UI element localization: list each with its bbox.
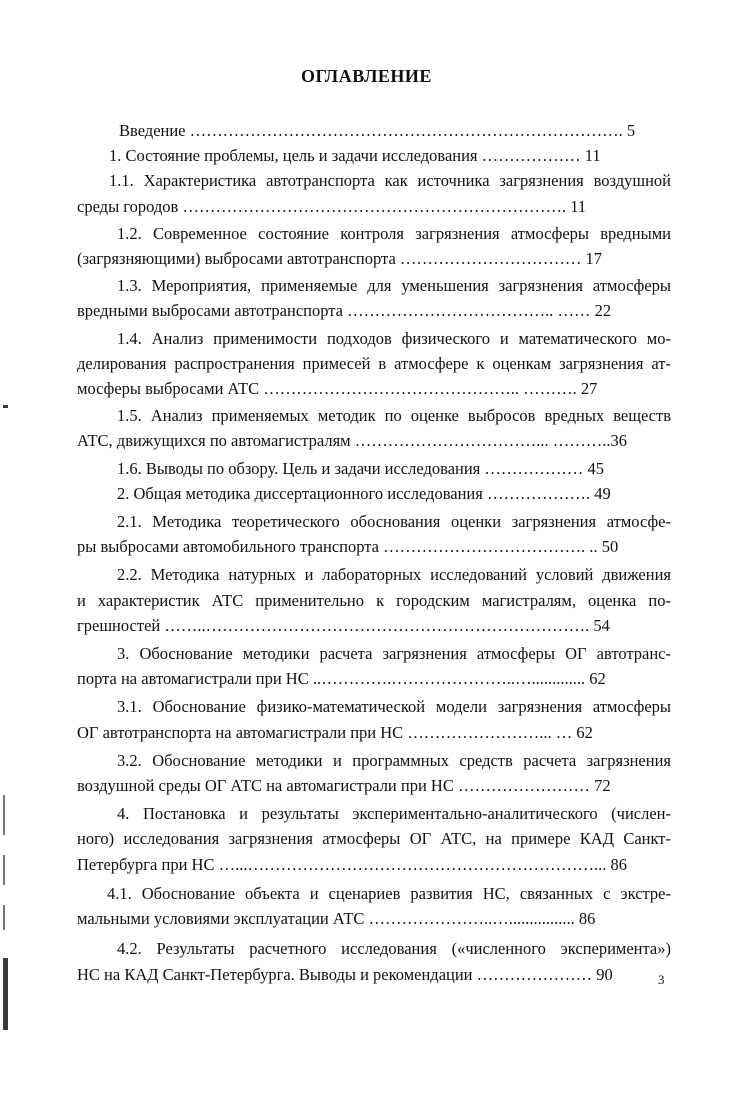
toc-line: 1.4. Анализ применимости подходов физического и математического мо- (117, 328, 671, 348)
toc-line: 2.2. Методика натурных и лабораторных исследований условий движения (117, 565, 671, 585)
toc-line: ОГ автотранспорта на автомагистрали при НС ……………………... … 62 (77, 722, 593, 742)
toc-line: 3. Обоснование методики расчета загрязнения атмосферы ОГ автотранс- (117, 644, 671, 664)
toc-line: мосферы выбросами АТС ……………………………………….. ………. 27 (77, 379, 598, 399)
toc-line: (загрязняющими) выбросами автотранспорта …………………………… 17 (77, 249, 603, 269)
toc-line: 1.3. Мероприятия, применяемые для уменьшения загрязнения атмосферы (117, 276, 671, 296)
toc-line: 1. Состояние проблемы, цель и задачи исследования ……………… 11 (109, 146, 601, 166)
toc-entry-1-5 (77, 403, 671, 453)
toc-line: грешностей ……..……………………………………………………………. 54 (77, 615, 610, 635)
toc-line: 3.1. Обоснование физико-математической модели загрязнения атмосферы (117, 697, 671, 717)
toc-line: ры выбросами автомобильного транспорта ………………………………. .. 50 (77, 537, 619, 557)
toc-entry-chapter-4 (77, 801, 671, 877)
toc-line: 1.5. Анализ применяемых методик по оценке выбросов вредных веществ (117, 406, 671, 426)
toc-line: АТС, движущихся по автомагистралям ……………………………... ………..36 (77, 431, 627, 451)
scan-artifact (3, 405, 8, 408)
toc-line: 1.6. Выводы по обзору. Цель и задачи исследования ……………… 45 (117, 458, 605, 478)
toc-entry-chapter-1 (77, 143, 671, 168)
toc-line: 3.2. Обоснование методики и программных средств расчета загрязнения (117, 750, 671, 770)
toc-line: среды городов ……………………………………………………………. 11 (77, 196, 587, 216)
toc-line: 2. Общая методика диссертационного исследования ………………. 49 (117, 483, 611, 503)
table-of-contents (77, 118, 671, 987)
toc-line: 1.1. Характеристика автотранспорта как источника загрязнения воздушной (109, 171, 671, 191)
page-title: ОГЛАВЛЕНИЕ (301, 66, 432, 86)
toc-entry-2-1 (77, 509, 671, 559)
toc-line: и характеристик АТС применительно к городским магистралям, оценка по- (77, 590, 671, 610)
scan-artifact (3, 958, 8, 1030)
toc-entry-chapter-3 (77, 641, 671, 691)
toc-entry-4-2 (77, 936, 671, 986)
toc-line: Петербурга при НС …...………………………………………………………... 86 (77, 854, 627, 874)
toc-line: 4.1. Обоснование объекта и сценариев развития НС, связанных с экстре- (107, 883, 671, 903)
toc-entry-1-2 (77, 221, 671, 271)
toc-entry-1-1 (77, 168, 671, 218)
toc-entry-1-4 (77, 326, 671, 402)
toc-entry-3-2 (77, 748, 671, 798)
scan-artifact (3, 905, 5, 930)
toc-line: вредными выбросами автотранспорта ……………………………….. …… 22 (77, 301, 612, 321)
toc-line: ного) исследования загрязнения атмосферы ОГ АТС, на примере КАД Санкт- (77, 829, 671, 849)
toc-entry-1-3 (77, 273, 671, 323)
toc-entry-introduction (77, 118, 671, 143)
toc-line: 4.2. Результаты расчетного исследования («численного эксперимента») (117, 939, 671, 959)
toc-line: порта на автомагистрали при НС ..………….…………………..…............. 62 (77, 669, 606, 689)
toc-line: воздушной среды ОГ АТС на автомагистрали при НС …………………… 72 (77, 776, 611, 796)
toc-entry-2-2 (77, 562, 671, 638)
toc-entry-chapter-2 (77, 481, 671, 506)
page-number: 3 (658, 972, 665, 987)
toc-line: 2.1. Методика теоретического обоснования оценки загрязнения атмосфе- (117, 512, 671, 532)
toc-entry-1-6 (77, 456, 671, 481)
toc-line: 1.2. Современное состояние контроля загрязнения атмосферы вредными (117, 223, 671, 243)
scan-artifact (3, 795, 5, 835)
toc-line: Введение ……………………………………………………………………. 5 (119, 121, 636, 140)
toc-line: НС на КАД Санкт-Петербурга. Выводы и рекомендации ………………… 90 (77, 964, 613, 984)
scan-artifact (3, 855, 5, 885)
toc-line: делирования распространения примесей в атмосфере к оценкам загрязнения ат- (77, 353, 671, 373)
toc-line: 4. Постановка и результаты экспериментально-аналитического (числен- (117, 804, 671, 824)
toc-line: мальными условиями эксплуатации АТС …………………..…................ 86 (77, 909, 596, 929)
toc-entry-3-1 (77, 694, 671, 744)
toc-entry-4-1 (77, 881, 671, 931)
